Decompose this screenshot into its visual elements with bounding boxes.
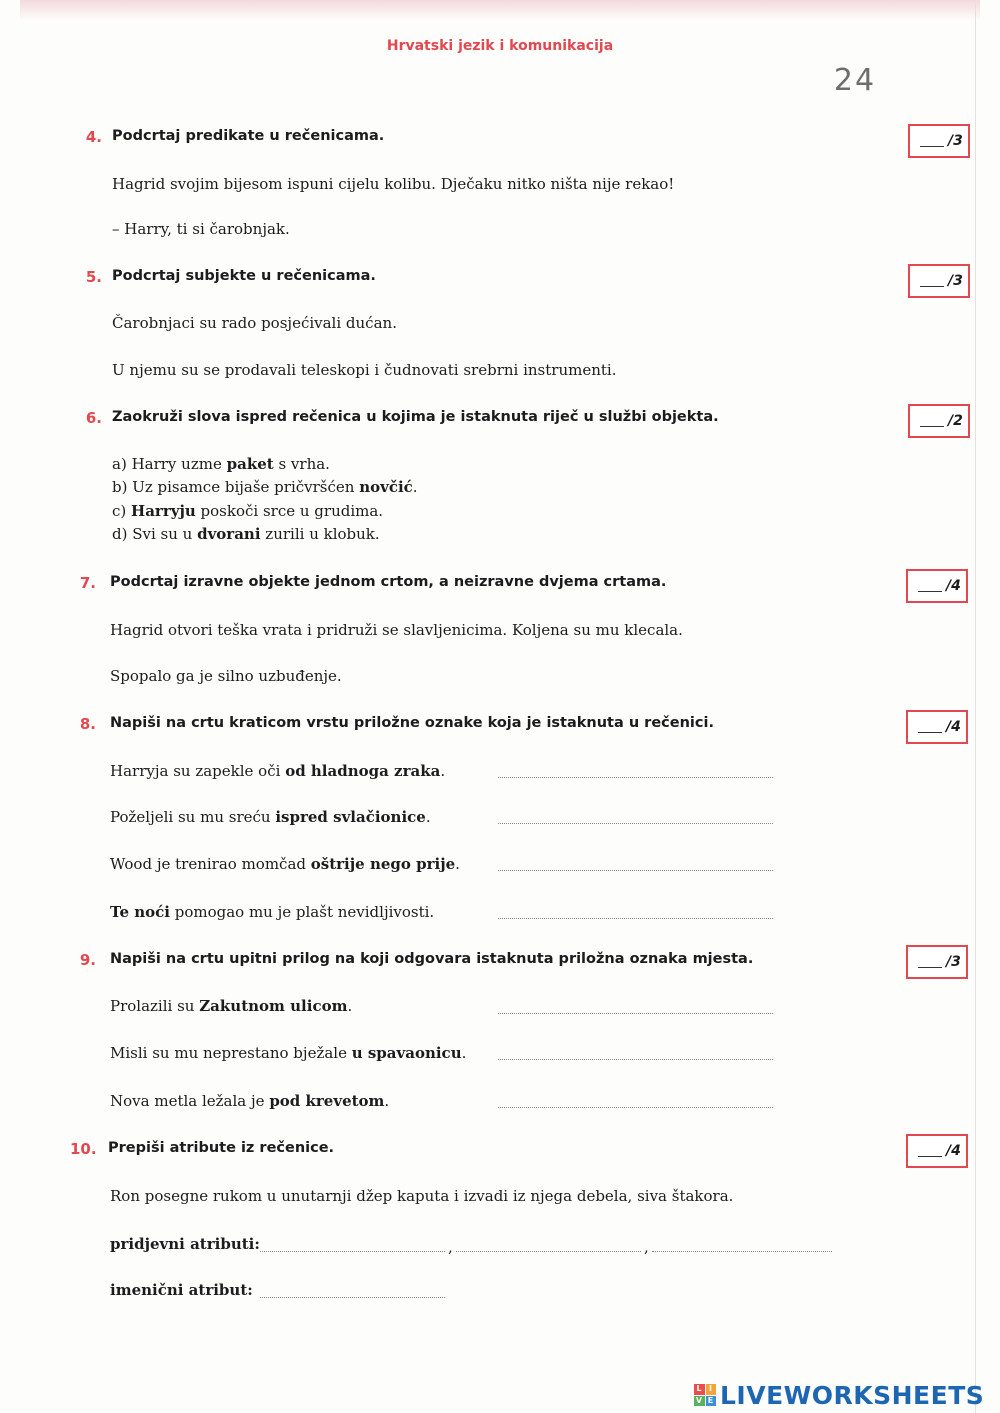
logo-text: LIVEWORKSHEETS xyxy=(720,1380,985,1410)
adjective-attribute-line-3[interactable] xyxy=(652,1250,832,1252)
score-max: /4 xyxy=(946,719,961,735)
noun-attribute-line[interactable] xyxy=(260,1296,445,1298)
task-7-instruction: Podcrtaj izravne objekte jednom crtom, a neizravne dvjema crtama. xyxy=(110,574,667,590)
task-4-sentence-2: – Harry, ti si čarobnjak. xyxy=(112,220,290,238)
liveworksheets-icon: L I V E xyxy=(694,1384,716,1406)
task-7-number: 7. xyxy=(79,574,96,592)
task-8-answer-line-2[interactable] xyxy=(498,822,773,824)
task-7-sentence-2: Spopalo ga je silno uzbuđenje. xyxy=(110,667,342,685)
task-4-number: 4. xyxy=(85,128,102,146)
task-9-instruction: Napiši na crtu upitni prilog na koji odgovara istaknuta priložna oznaka mjesta. xyxy=(110,951,754,967)
task-5-sentence-1: Čarobnjaci su rado posjećivali dućan. xyxy=(112,314,397,332)
score-blank[interactable] xyxy=(918,967,942,968)
score-max: /4 xyxy=(946,578,961,594)
score-blank[interactable] xyxy=(920,286,944,287)
task-6-number: 6. xyxy=(85,409,102,427)
task-5-sentence-2: U njemu su se prodavali teleskopi i čudnovati srebrni instrumenti. xyxy=(112,361,617,379)
adjective-attribute-line-1[interactable] xyxy=(260,1250,445,1252)
task-4-score-box[interactable] xyxy=(908,124,970,158)
task-9-sentence-1: Prolazili su Zakutnom ulicom. xyxy=(110,997,353,1015)
task-9-answer-line-1[interactable] xyxy=(498,1012,773,1014)
noun-attribute-label: imenični atribut: xyxy=(110,1281,253,1299)
task-9-sentence-2: Misli su mu neprestano bježale u spavaonicu. xyxy=(110,1044,467,1062)
task-6-score-box[interactable] xyxy=(908,404,970,438)
liveworksheets-logo xyxy=(694,1380,984,1410)
task-6-option-c[interactable]: c) Harryju poskoči srce u grudima. xyxy=(112,502,384,520)
score-blank[interactable] xyxy=(918,1156,942,1157)
task-10-instruction: Prepiši atribute iz rečenice. xyxy=(108,1140,335,1156)
task-8-score-box[interactable] xyxy=(906,710,968,744)
task-8-sentence-4: Te noći pomogao mu je plašt nevidljivosti. xyxy=(110,903,435,921)
task-6-option-a[interactable]: a) Harry uzme paket s vrha. xyxy=(112,455,330,473)
score-blank[interactable] xyxy=(920,426,944,427)
task-10-score-box[interactable] xyxy=(906,1134,968,1168)
task-7-sentence-1: Hagrid otvori teška vrata i pridruži se slavljenicima. Koljena su mu klecala. xyxy=(110,621,683,639)
score-max: /3 xyxy=(946,954,961,970)
task-10-sentence: Ron posegne rukom u unutarnji džep kaputa i izvadi iz njega debela, siva štakora. xyxy=(110,1187,734,1205)
task-10-number: 10. xyxy=(70,1140,97,1158)
task-5-score-box[interactable] xyxy=(908,264,970,298)
task-9-sentence-3: Nova metla ležala je pod krevetom. xyxy=(110,1092,390,1110)
subject-title: Hrvatski jezik i komunikacija xyxy=(386,38,614,54)
handwritten-page-number: 24 xyxy=(833,63,877,98)
score-max: /3 xyxy=(948,273,963,289)
score-blank[interactable] xyxy=(920,146,944,147)
task-6-option-b[interactable]: b) Uz pisamce bijaše pričvršćen novčić. xyxy=(112,478,418,496)
score-blank[interactable] xyxy=(918,591,942,592)
task-9-answer-line-3[interactable] xyxy=(498,1106,773,1108)
task-5-number: 5. xyxy=(85,268,102,286)
score-max: /3 xyxy=(948,133,963,149)
task-8-answer-line-1[interactable] xyxy=(498,776,773,778)
task-9-number: 9. xyxy=(79,951,96,969)
task-9-score-box[interactable] xyxy=(906,945,968,979)
task-8-sentence-3: Wood je trenirao momčad oštrije nego prije. xyxy=(110,855,460,873)
task-8-sentence-2: Poželjeli su mu sreću ispred svlačionice. xyxy=(110,808,431,826)
margin-line xyxy=(975,0,976,1413)
adjective-attributes-label: pridjevni atributi: xyxy=(110,1235,260,1253)
task-4-sentence-1: Hagrid svojim bijesom ispuni cijelu kolibu. Dječaku nitko ništa nije rekao! xyxy=(112,175,675,193)
task-8-answer-line-3[interactable] xyxy=(498,869,773,871)
task-8-answer-line-4[interactable] xyxy=(498,917,773,919)
score-max: /4 xyxy=(946,1143,961,1159)
task-8-number: 8. xyxy=(79,715,96,733)
score-max: /2 xyxy=(948,413,963,429)
task-5-instruction: Podcrtaj subjekte u rečenicama. xyxy=(112,268,376,284)
task-7-score-box[interactable] xyxy=(906,569,968,603)
score-blank[interactable] xyxy=(918,732,942,733)
comma-separator: , xyxy=(448,1238,453,1256)
task-6-option-d[interactable]: d) Svi su u dvorani zurili u klobuk. xyxy=(112,525,380,543)
top-color-band xyxy=(20,0,980,20)
task-9-answer-line-2[interactable] xyxy=(498,1058,773,1060)
task-4-instruction: Podcrtaj predikate u rečenicama. xyxy=(112,128,385,144)
task-8-sentence-1: Harryja su zapekle oči od hladnoga zraka. xyxy=(110,762,446,780)
task-6-instruction: Zaokruži slova ispred rečenica u kojima je istaknuta riječ u službi objekta. xyxy=(112,409,719,425)
task-8-instruction: Napiši na crtu kraticom vrstu priložne oznake koja je istaknuta u rečenici. xyxy=(110,715,714,731)
comma-separator: , xyxy=(644,1238,649,1256)
adjective-attribute-line-2[interactable] xyxy=(456,1250,641,1252)
